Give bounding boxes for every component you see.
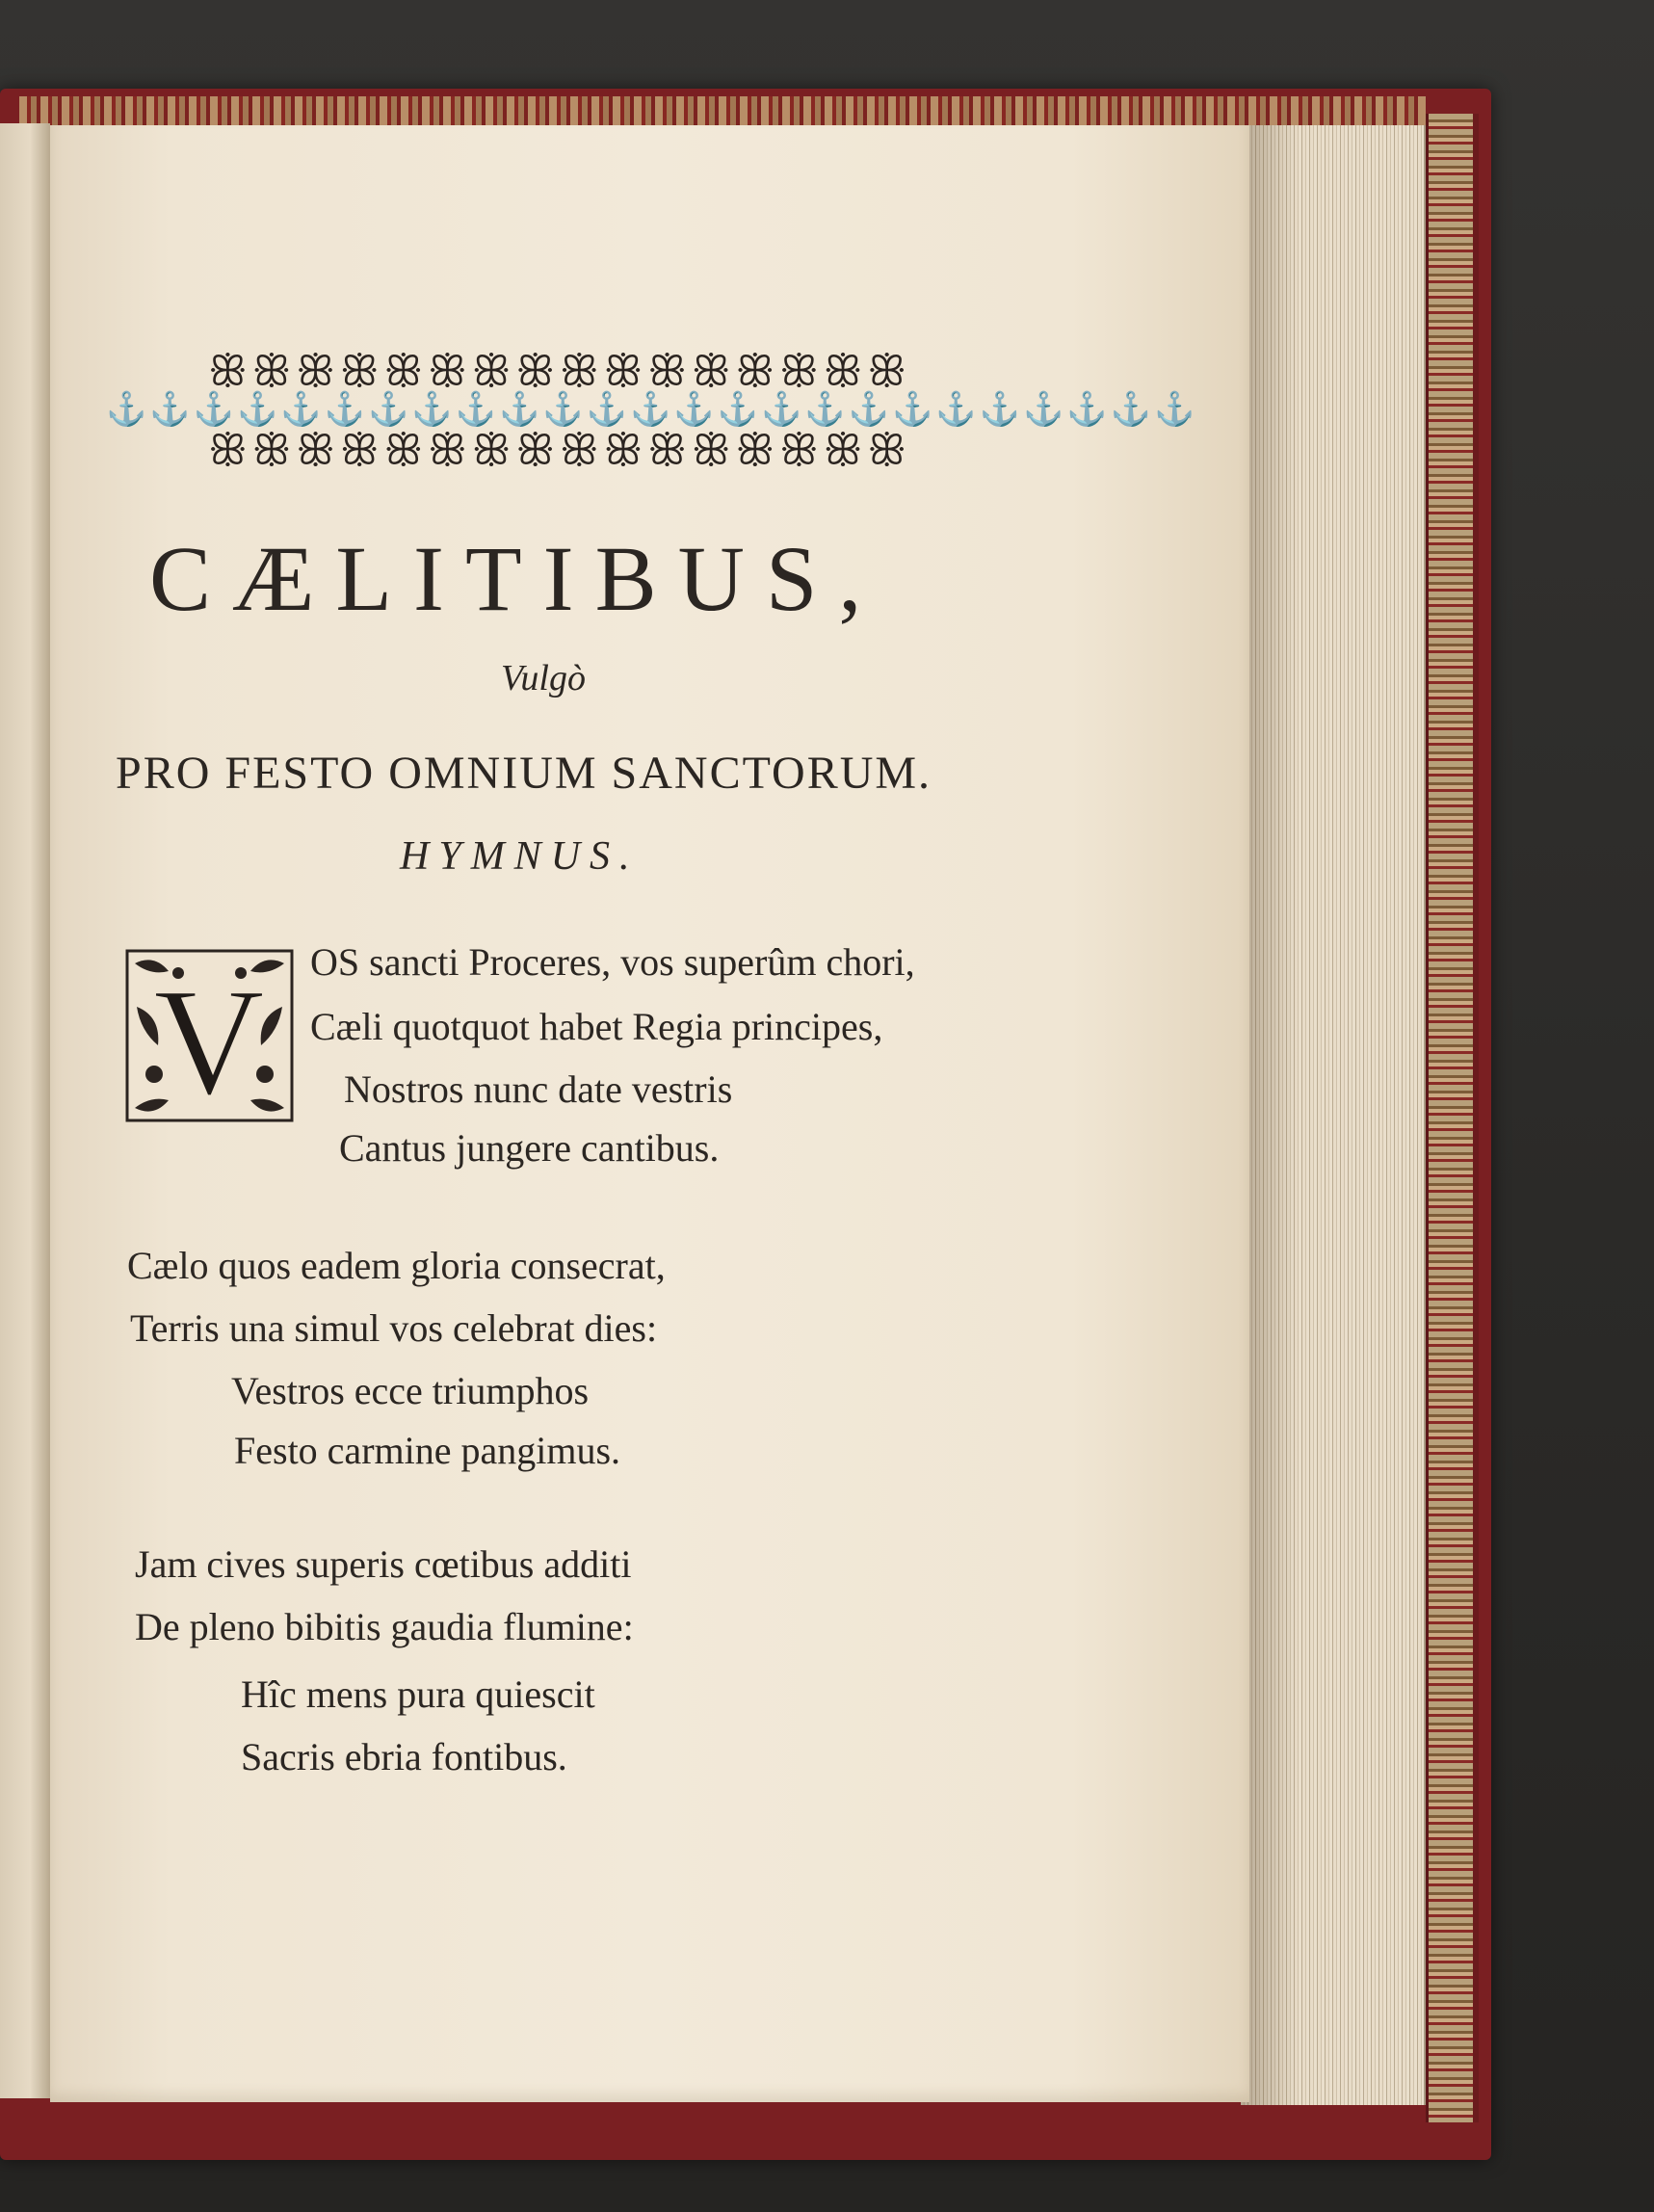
verse-line: Terris una simul vos celebrat dies: [130, 1306, 658, 1350]
verse-line: Jam cives superis cœtibus additi [135, 1542, 632, 1586]
drop-cap-letter: V [153, 956, 265, 1127]
page-title: CÆLITIBUS, [149, 527, 883, 630]
verse-line: Sacris ebria fontibus. [241, 1735, 567, 1778]
verse-line: Nostros nunc date vestris [344, 1067, 733, 1111]
subtitle-vulgo: Vulgò [501, 658, 586, 698]
verse-line: Cantus jungere cantibus. [339, 1126, 720, 1170]
gutter-shadow [1241, 125, 1299, 2105]
gilt-border-right [1426, 114, 1479, 2122]
verse-line: Cælo quos eadem gloria consecrat, [127, 1244, 666, 1287]
verse-line: Cæli quotquot habet Regia principes, [310, 1005, 883, 1048]
section-heading: HYMNUS. [400, 834, 640, 879]
facing-page-edge [0, 123, 50, 2098]
verse-line: Hîc mens pura quiescit [241, 1672, 595, 1716]
ornament-band-bottom: ꕥ ꕥ ꕥ ꕥ ꕥ ꕥ ꕥ ꕥ ꕥ ꕥ ꕥ ꕥ ꕥ ꕥ ꕥ ꕥ [207, 426, 906, 475]
ornament-band-top: ꕥ ꕥ ꕥ ꕥ ꕥ ꕥ ꕥ ꕥ ꕥ ꕥ ꕥ ꕥ ꕥ ꕥ ꕥ ꕥ [207, 347, 906, 396]
verse-line: Vestros ecce triumphos [231, 1369, 590, 1412]
verse-line: OS sancti Proceres, vos superûm chori, [310, 940, 915, 984]
ornament-band-middle: ⚓⚓⚓⚓⚓⚓⚓⚓⚓⚓⚓⚓⚓⚓⚓⚓⚓⚓⚓⚓⚓⚓⚓⚓⚓ [106, 390, 1198, 429]
decorated-initial-v [125, 949, 294, 1127]
verse-line: Festo carmine pangimus. [234, 1429, 621, 1472]
gilt-border-top [19, 96, 1426, 125]
subtitle: PRO FESTO OMNIUM SANCTORUM. [116, 748, 932, 799]
verse-line: De pleno bibitis gaudia flumine: [135, 1605, 634, 1648]
